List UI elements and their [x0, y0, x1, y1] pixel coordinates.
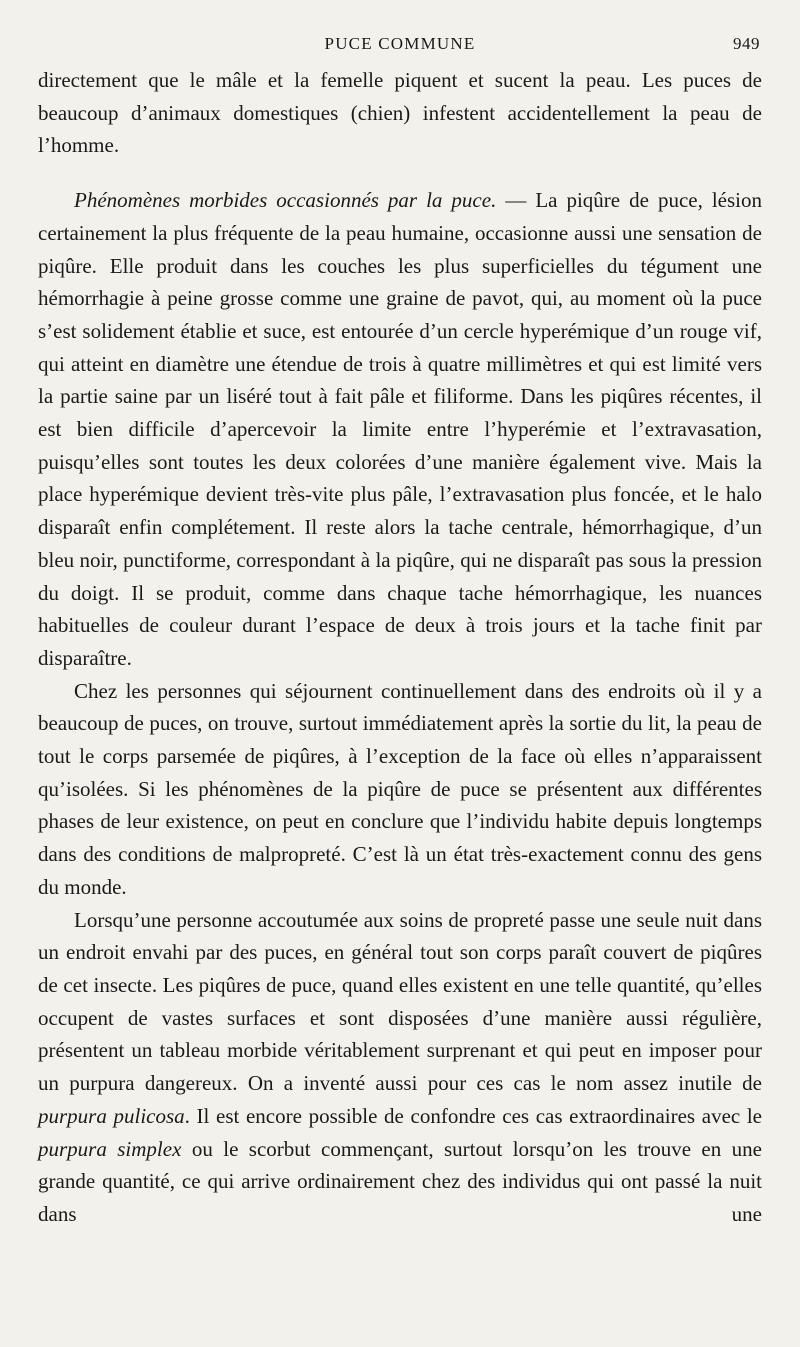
paragraph-1	[38, 64, 762, 162]
running-header	[38, 30, 762, 64]
paragraph-1-text: directement que le mâle et la femelle piquent et sucent la peau. Les puces de beaucoup d’animaux domestiques (chien) infestent accidentellement la peau de l’homme.	[38, 68, 762, 158]
paragraph-4-text-c: ou le scorbut commençant, surtout lorsqu’on les trouve en une grande quantité, ce qui arrive ordinairement chez des individus qui ont passé la nuit dans une	[38, 1136, 762, 1226]
paragraph-2	[38, 184, 762, 675]
paragraph-4-text-b: . Il est encore possible de confondre ces cas extraordinaires avec le	[184, 1103, 763, 1128]
page-number: 949	[733, 34, 760, 53]
paragraph-3-text: Chez les personnes qui séjournent continuellement dans des endroits où il y a beaucoup de puces, on trouve, surtout immédiatement après la sortie du lit, la peau de tout le corps parsemée de piqûres, à l’exception de la face où elles n’apparaissent qu’isolées. Si les phénomènes de la piqûre de puce se présentent aux différentes phases de leur existence, on peut en conclure que l’individu habite depuis longtemps dans des conditions de malpropreté. C’est là un état très-exactement connu des gens du monde.	[38, 678, 762, 899]
paragraph-4	[38, 904, 762, 1231]
paragraph-gap	[38, 162, 762, 184]
running-title: PUCE COMMUNE	[324, 34, 476, 53]
heading-dash: —	[496, 188, 536, 213]
paragraph-3	[38, 675, 762, 904]
term-purpura-pulicosa: purpura pulicosa	[38, 1103, 185, 1128]
term-purpura-simplex: purpura simplex	[38, 1136, 182, 1161]
section-heading: Phénomènes morbides occasionnés par la puce.	[74, 188, 497, 213]
paragraph-2-text: La piqûre de puce, lésion certainement la plus fréquente de la peau humaine, occasionne aussi une sensation de piqûre. Elle produit dans les couches les plus superficielles du tégument une hémorrhagie à peine grosse comme une graine de pavot, qui, au moment où la puce s’est solidement établie et suce, est entourée d’un cercle hyperémique d’un rouge vif, qui atteint en diamètre une étendue de trois à quatre millimètres et qui est limité vers la partie saine par un liséré tout à fait pâle et filiforme. Dans les piqûres récentes, il est bien difficile d’apercevoir la limite entre l’hyperémie et l’extravasation, puisqu’elles sont toutes les deux colorées d’une manière également vive. Mais la place hyperémique devient très-vite plus pâle, l’extravasation plus foncée, et le halo disparaît enfin complétement. Il reste alors la tache centrale, hémorrhagique, d’un bleu noir, punctiforme, correspondant à la piqûre, qui ne disparaît pas sous la pression du doigt. Il se produit, comme dans chaque tache hémorrhagique, les nuances habituelles de couleur durant l’espace de deux à trois jours et la tache finit par disparaître.	[38, 188, 762, 670]
paragraph-4-text-a: Lorsqu’une personne accoutumée aux soins de propreté passe une seule nuit dans un endroit envahi par des puces, en général tout son corps paraît couvert de piqûres de cet insecte. Les piqûres de puce, quand elles existent en une telle quantité, qu’elles occupent de vastes surfaces et sont disposées d’une manière aussi régulière, présentent un tableau morbide véritablement surprenant et qui peut en imposer pour un purpura dangereux. On a inventé aussi pour ces cas le nom assez inutile de	[38, 907, 762, 1096]
